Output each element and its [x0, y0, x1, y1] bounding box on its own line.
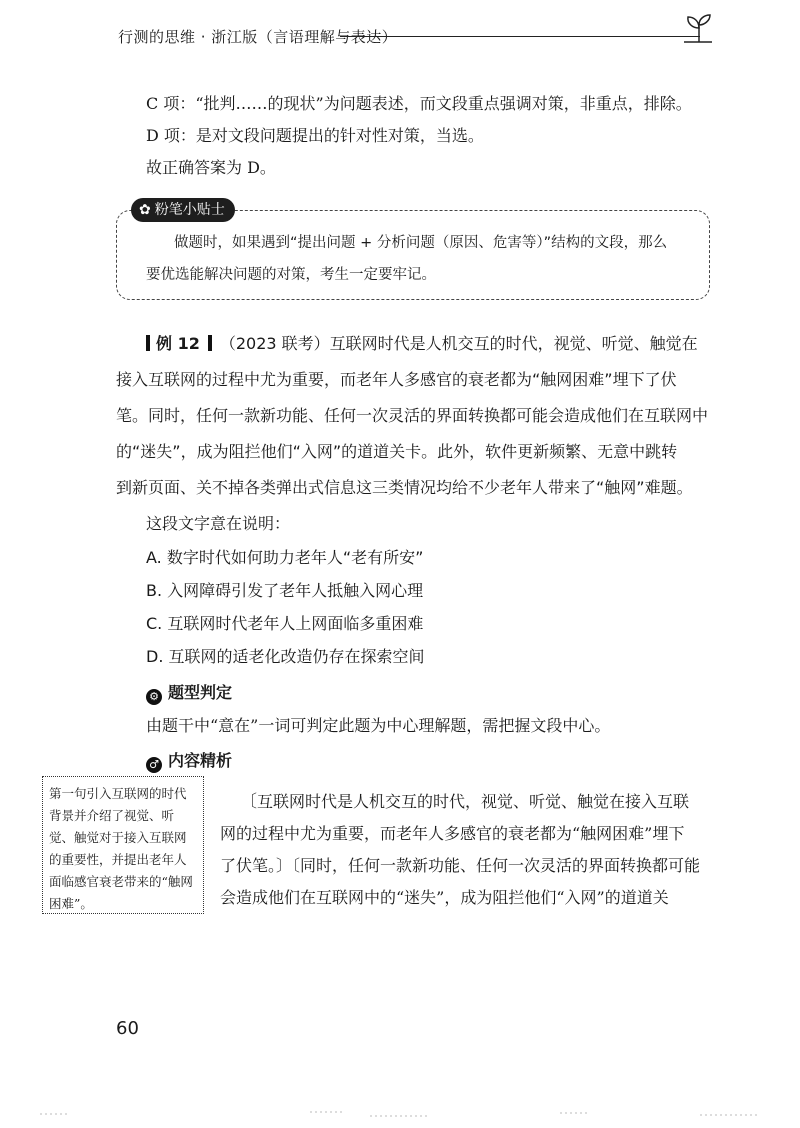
- margin-note-text: 第一句引入互联网的时代背景并介绍了视觉、听觉、触觉对于接入互联网的重要性，并提出老年人面临感官衰老带来的“触网困难”。: [49, 786, 193, 911]
- sprout-icon: [682, 12, 716, 44]
- content-line-2: 网的过程中尤为重要，而老年人多感官的衰老都为“触网困难”埋下: [220, 824, 685, 843]
- content-line-4: 会造成他们在互联网中的“迷失”，成为阻拦他们“入网”的道道关: [220, 888, 669, 907]
- option-b: B. 入网障碍引发了老年人抵触入网心理: [146, 581, 424, 600]
- example-source: （2023 联考）: [219, 334, 330, 353]
- question-stem: 这段文字意在说明：: [146, 514, 291, 533]
- analysis-option-c: C 项：“批判……的现状”为问题表述，而文段重点强调对策，非重点，排除。: [146, 94, 692, 113]
- content-heading: [146, 748, 232, 773]
- option-d: D. 互联网的适老化改造仍存在探索空间: [146, 647, 425, 666]
- tip-label: [131, 198, 235, 222]
- header-rule: [340, 36, 700, 37]
- example-line-1: 互联网时代是人机交互的时代，视觉、听觉、触觉在: [329, 334, 698, 353]
- type-heading: [146, 680, 232, 705]
- example-line-2: 接入互联网的过程中尤为重要，而老年人多感官的衰老都为“触网困难”埋下了伏: [116, 370, 677, 389]
- analysis-icon: ♂: [146, 757, 162, 773]
- scan-edge-noise: [0, 1100, 800, 1128]
- content-line-1-wrap: [240, 790, 689, 814]
- example-tag-bar-right: [208, 335, 212, 351]
- example-tag: 例 12: [156, 334, 200, 353]
- type-text: 由题干中“意在”一词可判定此题为中心理解题，需把握文段中心。: [146, 716, 611, 735]
- margin-note: [42, 776, 204, 914]
- running-header-title: 行测的思维 · 浙江版（言语理解与表达）: [118, 28, 398, 46]
- tip-label-text: 粉笔小贴士: [154, 202, 225, 218]
- option-a: A. 数字时代如何助力老年人“老有所安”: [146, 548, 424, 567]
- type-heading-text: 题型判定: [168, 683, 233, 702]
- example-line-5: 到新页面、关不掉各类弹出式信息这三类情况均给不少老年人带来了“触网”难题。: [116, 478, 693, 497]
- option-c: C. 互联网时代老年人上网面临多重困难: [146, 614, 424, 633]
- tip-line-1: 做题时，如果遇到“提出问题 + 分析问题（原因、危害等）”结构的文段，那么: [174, 235, 668, 251]
- analysis-option-d: D 项：是对文段问题提出的针对性对策，当选。: [146, 126, 484, 145]
- example-first-line: [146, 332, 698, 356]
- leaf-icon: ✿: [139, 202, 151, 218]
- example-line-3: 笔。同时，任何一款新功能、任何一次灵活的界面转换都可能会造成他们在互联网中: [116, 406, 709, 425]
- example-line-4: 的“迷失”，成为阻拦他们“入网”的道道关卡。此外，软件更新频繁、无意中跳转: [116, 442, 678, 461]
- gear-icon: ⚙: [146, 689, 162, 705]
- content-line-1: 互联网时代是人机交互的时代，视觉、听觉、触觉在接入互联: [257, 792, 690, 811]
- example-tag-bar-left: [146, 335, 150, 351]
- tip-line-2: 要优选能解决问题的对策，考生一定要牢记。: [146, 267, 436, 283]
- bracket-open: 〔: [240, 792, 257, 812]
- content-line-3: 了伏笔。〕〔同时，任何一款新功能、任何一次灵活的界面转换都可能: [220, 856, 701, 875]
- answer-line: 故正确答案为 D。: [146, 158, 276, 177]
- content-heading-text: 内容精析: [168, 751, 233, 770]
- page-number: 60: [116, 1018, 139, 1039]
